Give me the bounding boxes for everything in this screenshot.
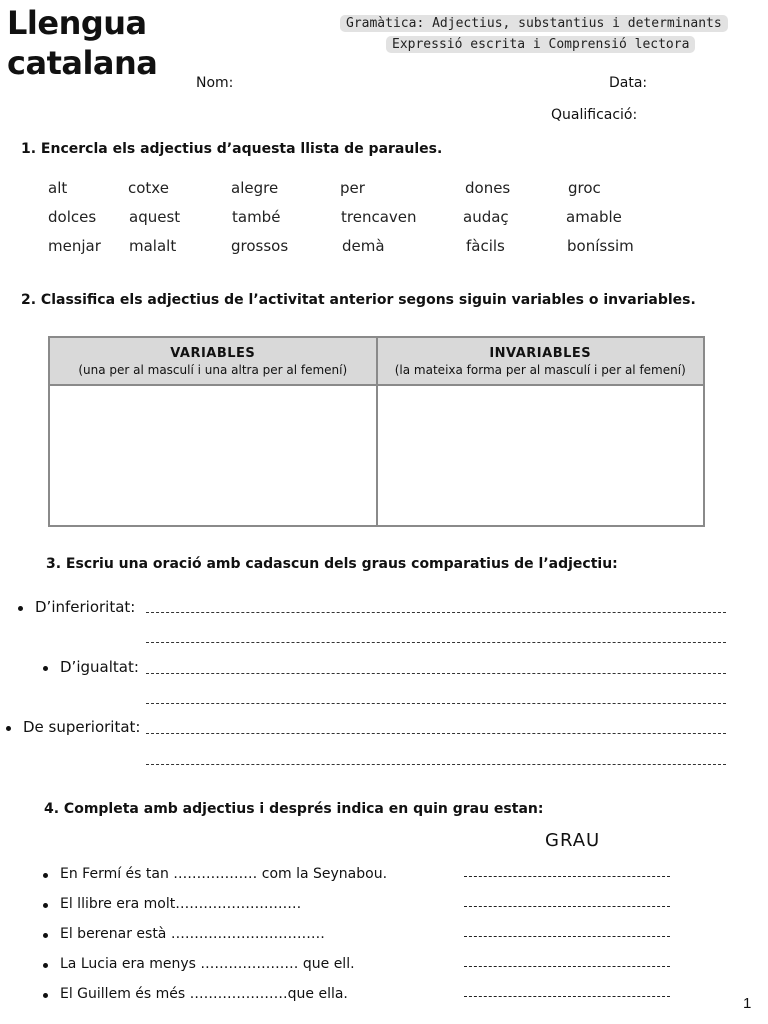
sentence-4: La Lucia era menys ………………… que ell.: [60, 956, 355, 972]
date-label: Data:: [609, 75, 648, 91]
grau-answer-line-2[interactable]: [464, 906, 670, 907]
variables-header: [49, 337, 377, 385]
topic-badge: Gramàtica: Adjectius, substantius i determinants: [340, 15, 728, 32]
variables-subtitle: (una per al masculí i una altra per al femení): [78, 362, 348, 377]
grau-answer-line-1[interactable]: [464, 876, 670, 877]
title-line-2: catalana: [7, 44, 158, 82]
grade-label: Qualificació:: [551, 107, 638, 123]
invariables-answer-cell[interactable]: [377, 385, 705, 526]
bullet-icon: [43, 933, 48, 938]
word-item: dones: [465, 179, 511, 197]
equality-label: D’igualtat:: [60, 658, 139, 676]
sentence-3: El berenar està ……………………………: [60, 926, 325, 942]
superiority-answer-line-1[interactable]: [146, 733, 726, 734]
word-item: malalt: [129, 237, 177, 255]
invariables-title: INVARIABLES: [489, 345, 592, 361]
bullet-icon: [43, 993, 48, 998]
variables-answer-cell[interactable]: [49, 385, 377, 526]
word-item: alt: [48, 179, 68, 197]
name-label: Nom:: [196, 75, 234, 91]
superiority-answer-line-2[interactable]: [146, 764, 726, 765]
variables-title: VARIABLES: [170, 345, 256, 361]
word-item: alegre: [231, 179, 279, 197]
q4-heading: 4. Completa amb adjectius i després indica en quin grau estan:: [44, 801, 544, 817]
word-item: també: [232, 208, 281, 226]
word-item: grossos: [231, 237, 289, 255]
word-item: trencaven: [341, 208, 417, 226]
page-number: 1: [743, 995, 752, 1012]
superiority-label: De superioritat:: [23, 718, 141, 736]
q3-heading: 3. Escriu una oració amb cadascun dels graus comparatius de l’adjectiu:: [46, 556, 618, 572]
word-item: boníssim: [567, 237, 634, 255]
bullet-icon: [43, 873, 48, 878]
bullet-icon: [43, 666, 48, 671]
word-item: cotxe: [128, 179, 169, 197]
bullet-icon: [18, 606, 23, 611]
sentence-2: El llibre era molt………………………: [60, 896, 302, 912]
skills-badge: Expressió escrita i Comprensió lectora: [386, 36, 695, 53]
bullet-icon: [6, 726, 11, 731]
word-item: groc: [568, 179, 601, 197]
inferiority-label: D’inferioritat:: [35, 598, 136, 616]
inferiority-answer-line-1[interactable]: [146, 612, 726, 613]
word-item: fàcils: [466, 237, 505, 255]
word-item: demà: [342, 237, 385, 255]
inferiority-answer-line-2[interactable]: [146, 642, 726, 643]
title-line-1: Llengua: [7, 4, 147, 42]
bullet-icon: [43, 963, 48, 968]
word-item: audaç: [463, 208, 509, 226]
sentence-1: En Fermí és tan ……………… com la Seynabou.: [60, 866, 388, 882]
grau-answer-line-4[interactable]: [464, 966, 670, 967]
bullet-icon: [43, 903, 48, 908]
q1-heading: 1. Encercla els adjectius d’aquesta llista de paraules.: [21, 141, 443, 157]
word-item: dolces: [48, 208, 97, 226]
sentence-5: El Guillem és més …………………que ella.: [60, 986, 348, 1002]
invariables-header: [377, 337, 705, 385]
classification-table: [48, 336, 705, 527]
grau-column-label: GRAU: [545, 830, 601, 851]
equality-answer-line-2[interactable]: [146, 703, 726, 704]
word-item: amable: [566, 208, 622, 226]
grau-answer-line-5[interactable]: [464, 996, 670, 997]
word-item: per: [340, 179, 365, 197]
word-item: menjar: [48, 237, 101, 255]
invariables-subtitle: (la mateixa forma per al masculí i per al femení): [394, 362, 686, 377]
word-item: aquest: [129, 208, 181, 226]
grau-answer-line-3[interactable]: [464, 936, 670, 937]
q2-heading: 2. Classifica els adjectius de l’activitat anterior segons siguin variables o invariables.: [21, 292, 696, 308]
equality-answer-line-1[interactable]: [146, 673, 726, 674]
